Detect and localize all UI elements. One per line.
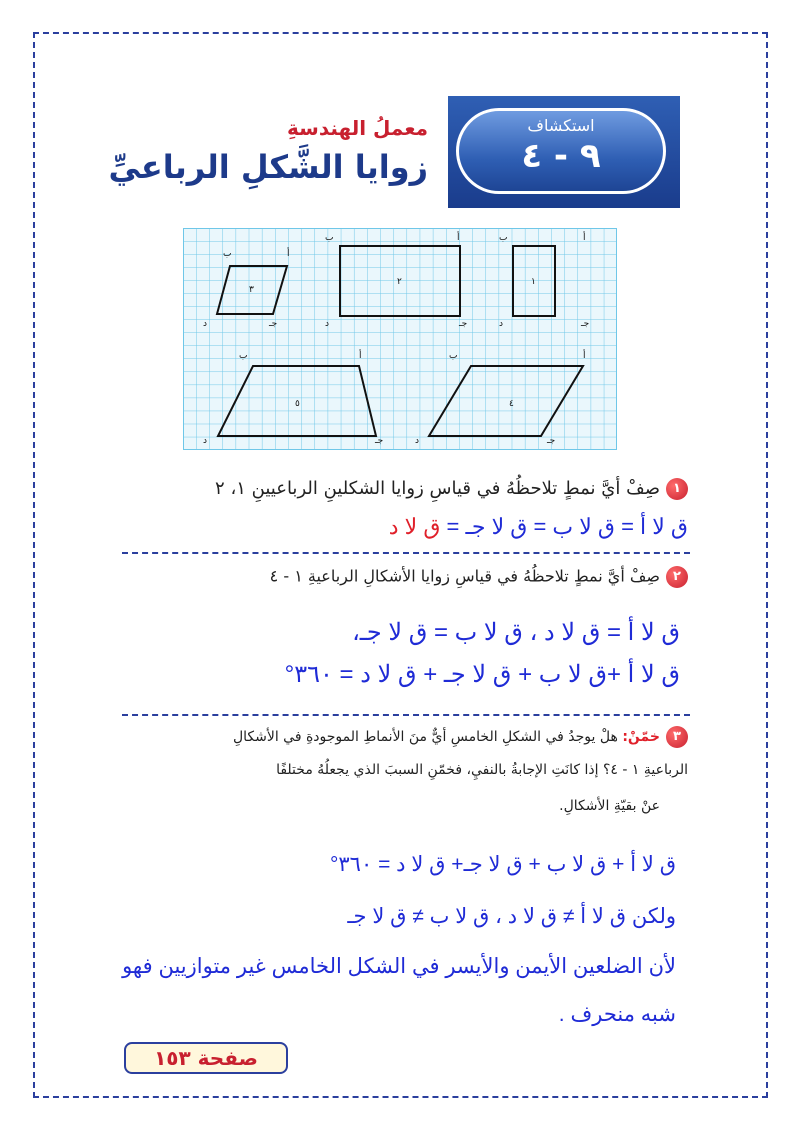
answer-1-red: ق لا د — [388, 514, 441, 539]
question-1 — [110, 478, 688, 500]
answer-2-line-1: ق لا أ = ق لا د ، ق لا ب = ق لا جـ، — [352, 619, 680, 646]
s4-vertex-b: ب — [449, 351, 458, 361]
question-3-text-3: عنْ بقيّةِ الأشكالِ. — [559, 798, 660, 814]
badge-number: ٩ - ٤ — [521, 136, 601, 176]
question-2-number: ٢ — [666, 566, 688, 588]
s5-vertex-c: جـ — [375, 436, 384, 446]
question-3-label: خمّنْ: — [622, 729, 660, 745]
shape-1-number: ١ — [531, 277, 536, 287]
s4-vertex-a: أ — [583, 351, 586, 361]
s5-vertex-b: ب — [239, 351, 248, 361]
s1-vertex-d: د — [499, 319, 504, 329]
s4-vertex-d: د — [415, 436, 420, 446]
divider-1 — [122, 552, 690, 554]
question-1-number: ١ — [666, 478, 688, 500]
answer-3-line-2: ولكن ق لا أ ≠ ق لا د ، ق لا ب ≠ ق لا جـ — [347, 905, 676, 928]
question-3-text-1: هلْ يوجدُ في الشكلِ الخامسِ أيٌّ منَ الأنماطِ الموجودةِ في الأشكالِ — [232, 729, 618, 745]
page-number-badge: صفحة ١٥٣ — [124, 1042, 288, 1074]
shape-4-number: ٤ — [509, 399, 514, 409]
badge-label: استكشاف — [527, 116, 595, 135]
shape-5-number: ٥ — [295, 399, 300, 409]
question-3-text-2: الرباعيةِ ١ - ٤؟ إذا كانَتِ الإجابةُ بالنفيِ، فخمّنِ السببَ الذي يجعلُهُ مختلفًا — [276, 762, 688, 778]
answer-3-line-1: ق لا أ + ق لا ب + ق لا جـ+ ق لا د = ٣٦٠° — [330, 853, 676, 876]
question-3-number: ٣ — [666, 726, 688, 748]
s3-vertex-d: د — [203, 319, 208, 329]
answer-3-line-3: لأن الضلعين الأيمن والأيسر في الشكل الخامس غير متوازيين فهو — [122, 955, 676, 978]
s2-vertex-a: أ — [457, 233, 460, 243]
s3-vertex-c: جـ — [269, 319, 278, 329]
s1-vertex-b: ب — [499, 233, 508, 243]
lesson-title: زوايا الشَّكلِ الرباعيِّ — [108, 148, 428, 186]
s2-vertex-d: د — [325, 319, 330, 329]
answer-2-line-2: ق لا أ +ق لا ب + ق لا جـ + ق لا د = ٣٦٠° — [284, 661, 680, 688]
question-3-line-1 — [150, 726, 688, 748]
s1-vertex-a: أ — [583, 233, 586, 243]
question-2 — [150, 566, 688, 588]
s4-vertex-c: جـ — [547, 436, 556, 446]
quadrilaterals-figure — [183, 228, 617, 454]
s1-vertex-c: جـ — [581, 319, 590, 329]
s2-vertex-b: ب — [325, 233, 334, 243]
s3-vertex-a: أ — [287, 249, 290, 259]
divider-2 — [122, 714, 690, 716]
lesson-subtitle: معملُ الهندسةِ — [287, 116, 428, 140]
question-2-text: صِفْ أيَّ نمطٍ تلاحظُهُ في قياسِ زوايا الأشكالِ الرباعيةِ ١ - ٤ — [269, 566, 660, 586]
s2-vertex-c: جـ — [459, 319, 468, 329]
s5-vertex-d: د — [203, 436, 208, 446]
s3-vertex-b: ب — [223, 249, 232, 259]
question-1-text: صِفْ أيَّ نمطٍ تلاحظُهُ في قياسِ زوايا الشكلينِ الرباعيينِ ١، ٢ — [215, 478, 660, 499]
shape-2-number: ٢ — [397, 277, 402, 287]
s5-vertex-a: أ — [359, 351, 362, 361]
answer-3-line-4: شبه منحرف . — [558, 1003, 676, 1026]
answer-1 — [200, 514, 688, 540]
shape-3-number: ٣ — [249, 285, 254, 295]
answer-1-blue: ق لا أ = ق لا ب = ق لا جـ = — [440, 514, 688, 539]
